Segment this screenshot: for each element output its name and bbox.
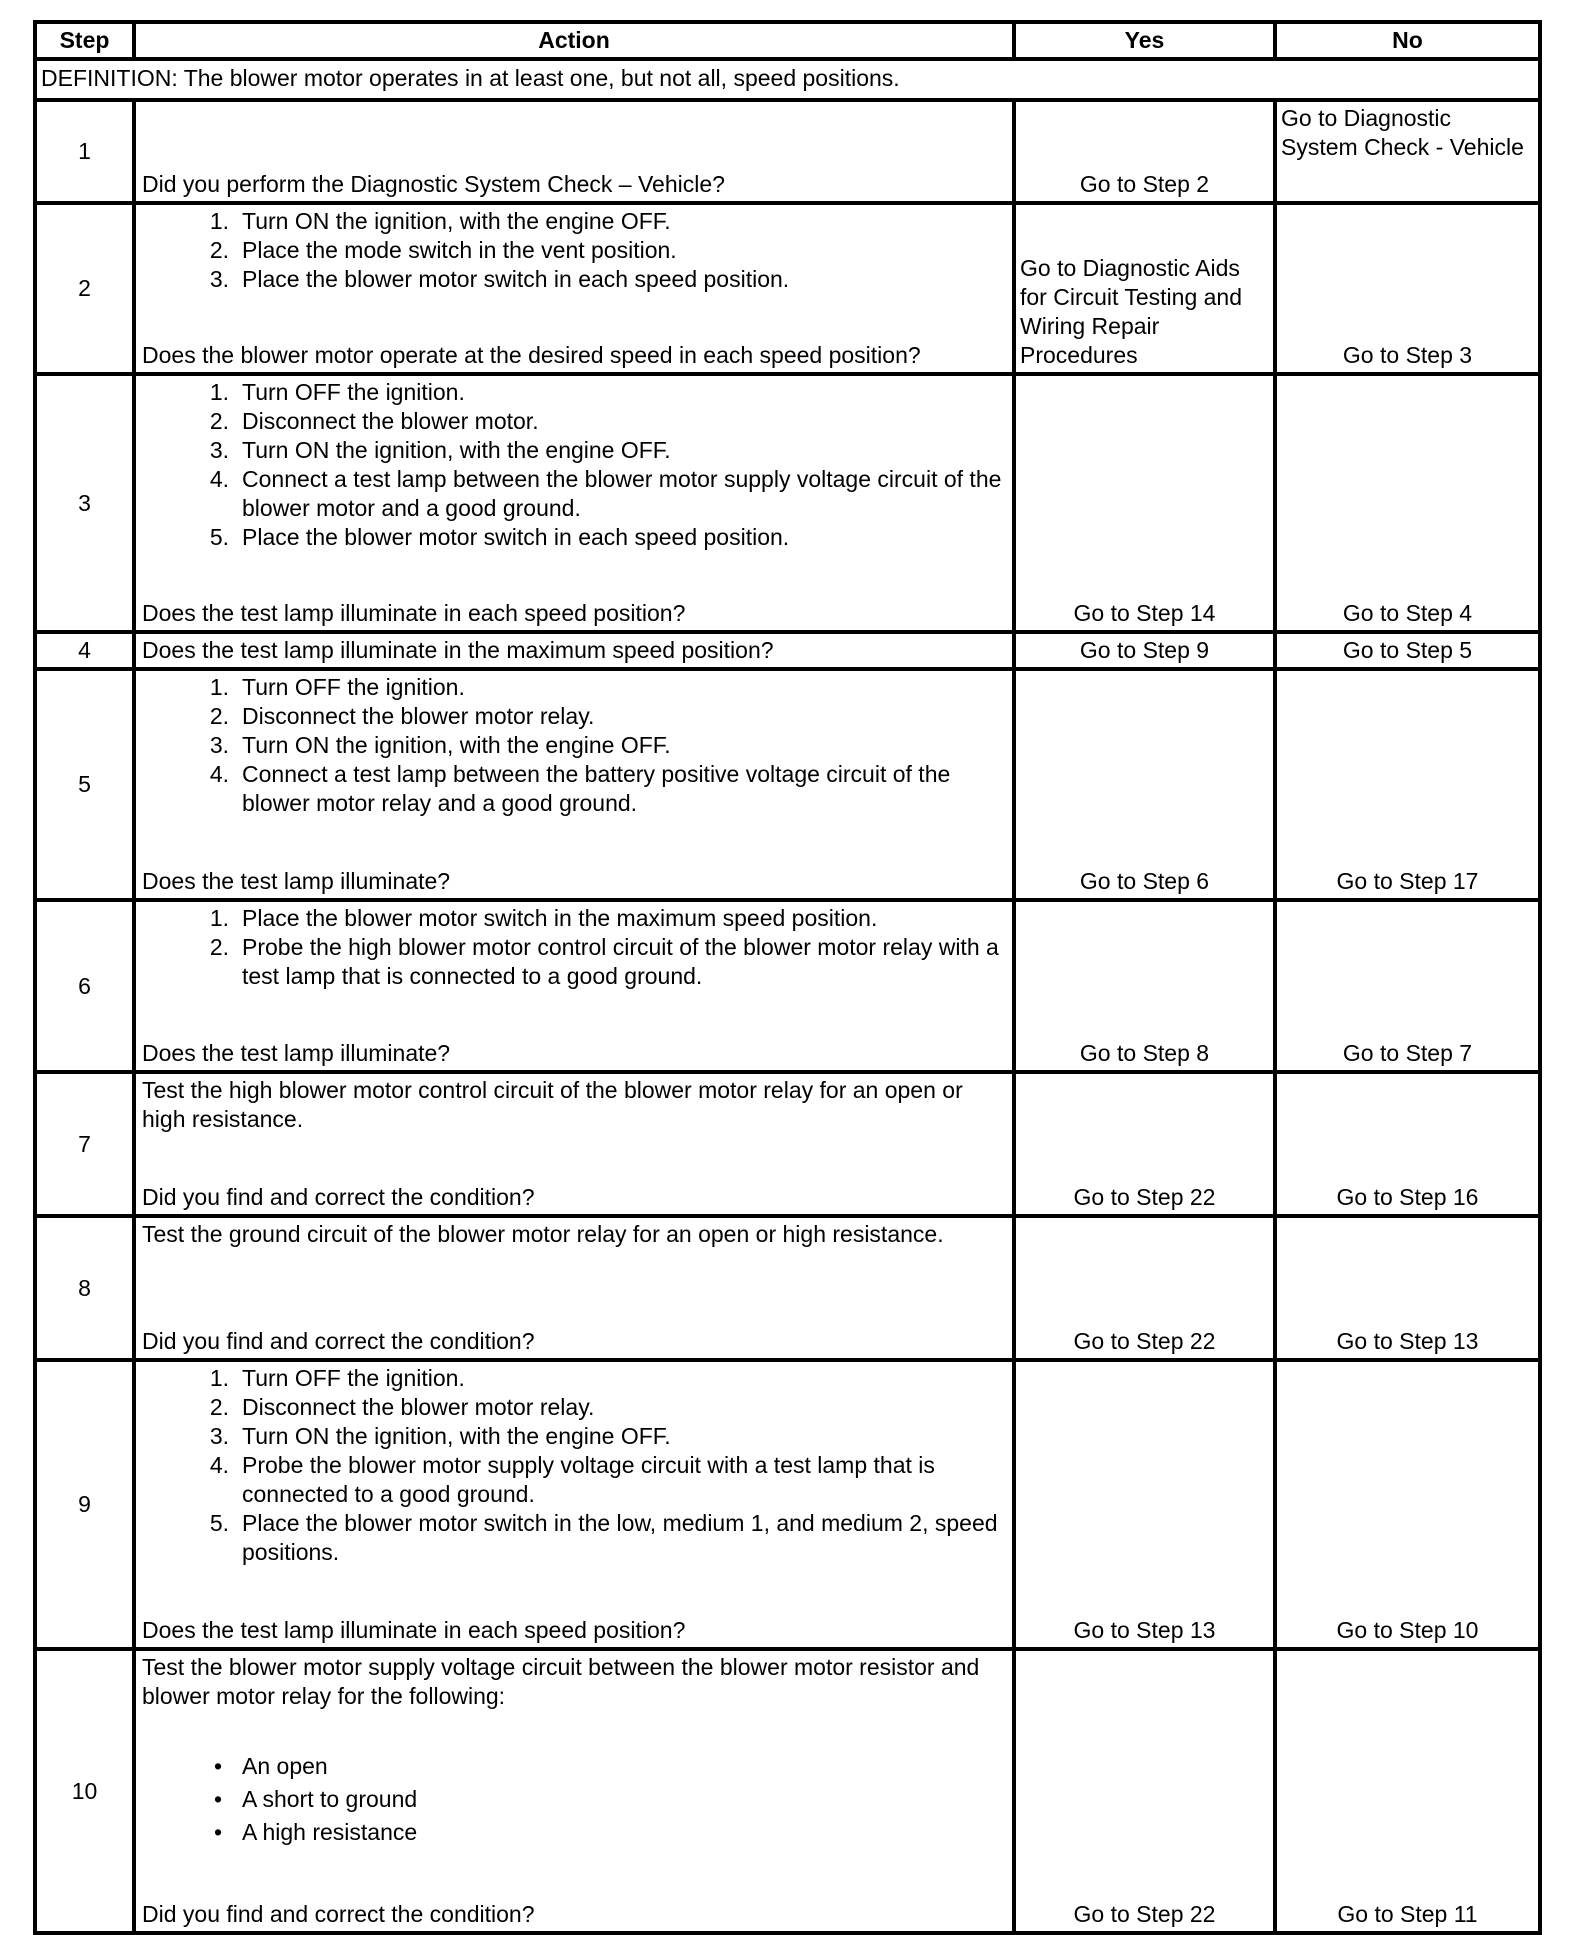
instruction-number: 3. — [209, 1423, 229, 1449]
yes-cell — [1014, 1360, 1275, 1649]
action-question: Does the test lamp illuminate? — [142, 1040, 451, 1066]
yes-cell — [1014, 374, 1275, 632]
action-question: Did you find and correct the condition? — [142, 1184, 535, 1210]
instruction-item — [142, 1451, 1006, 1509]
instruction-item — [142, 265, 1006, 294]
instruction-text: Place the blower motor switch in the low, medium 1, and medium 2, speed positions. — [242, 1510, 998, 1565]
instruction-text: Place the blower motor switch in the maximum speed position. — [242, 905, 878, 931]
instruction-text: Turn ON the ignition, with the engine OFF. — [242, 1423, 671, 1449]
instruction-text: Place the blower motor switch in each speed position. — [242, 266, 790, 292]
no-result: Go to Step 10 — [1336, 1617, 1479, 1643]
instruction-text: Disconnect the blower motor. — [242, 408, 539, 434]
yes-result: Go to Step 13 — [1073, 1617, 1216, 1643]
yes-cell — [1014, 203, 1275, 374]
instruction-item — [142, 236, 1006, 265]
instruction-item — [142, 378, 1006, 407]
action-cell — [134, 1072, 1014, 1216]
action-cell — [134, 100, 1014, 203]
yes-result: Go to Step 14 — [1073, 600, 1216, 626]
no-cell — [1275, 100, 1540, 203]
instruction-number: 2. — [209, 408, 229, 434]
no-cell — [1275, 669, 1540, 900]
step-number: 3 — [35, 374, 134, 632]
action-intro: Test the blower motor supply voltage circuit between the blower motor resistor and blower motor relay for the following: — [142, 1654, 980, 1709]
instruction-text: Probe the blower motor supply voltage circuit with a test lamp that is connected to a good ground. — [242, 1452, 935, 1507]
yes-result: Go to Step 22 — [1073, 1328, 1216, 1354]
action-intro: Test the ground circuit of the blower motor relay for an open or high resistance. — [142, 1221, 944, 1247]
table-row — [35, 669, 1540, 900]
action-cell — [134, 203, 1014, 374]
instruction-number: 1. — [209, 674, 229, 700]
action-question: Did you find and correct the condition? — [142, 1901, 535, 1927]
table-row — [35, 374, 1540, 632]
instruction-number: 2. — [209, 237, 229, 263]
instruction-number: 3. — [209, 437, 229, 463]
step-number: 9 — [35, 1360, 134, 1649]
instruction-text: Disconnect the blower motor relay. — [242, 1394, 595, 1420]
yes-cell — [1014, 1072, 1275, 1216]
header-action: Action — [134, 22, 1014, 59]
table-row — [35, 1216, 1540, 1360]
table-row — [35, 100, 1540, 203]
action-cell — [134, 900, 1014, 1072]
instruction-item — [142, 523, 1006, 552]
yes-result: Go to Step 22 — [1073, 1184, 1216, 1210]
instruction-item — [142, 904, 1006, 933]
yes-cell — [1014, 632, 1275, 669]
no-cell — [1275, 1649, 1540, 1933]
yes-cell — [1014, 1649, 1275, 1933]
instruction-number: 1. — [209, 379, 229, 405]
action-cell — [134, 1360, 1014, 1649]
instruction-item — [142, 207, 1006, 236]
no-cell — [1275, 1360, 1540, 1649]
bullet-item — [142, 1750, 1006, 1783]
step-number: 10 — [35, 1649, 134, 1933]
bullet-icon: • — [213, 1819, 222, 1845]
bullet-icon: • — [213, 1753, 222, 1779]
step-number: 6 — [35, 900, 134, 1072]
bullet-text: A short to ground — [242, 1786, 418, 1812]
instruction-text: Place the blower motor switch in each speed position. — [242, 524, 790, 550]
yes-cell — [1014, 100, 1275, 203]
instruction-item — [142, 436, 1006, 465]
instruction-item — [142, 760, 1006, 818]
instruction-text: Turn OFF the ignition. — [242, 379, 465, 405]
instruction-item — [142, 1393, 1006, 1422]
instruction-number: 1. — [209, 208, 229, 234]
instruction-item — [142, 465, 1006, 523]
action-question: Does the test lamp illuminate in each speed position? — [142, 1617, 686, 1643]
instruction-number: 1. — [209, 905, 229, 931]
instruction-item — [142, 407, 1006, 436]
instruction-number: 3. — [209, 266, 229, 292]
definition-text: DEFINITION: The blower motor operates in at least one, but not all, speed positions. — [35, 59, 1540, 100]
instruction-number: 4. — [209, 466, 229, 492]
no-cell — [1275, 374, 1540, 632]
step-number: 7 — [35, 1072, 134, 1216]
table-row — [35, 632, 1540, 669]
table-row — [35, 1649, 1540, 1933]
instruction-number: 4. — [209, 761, 229, 787]
instruction-item — [142, 1364, 1006, 1393]
action-cell — [134, 1649, 1014, 1933]
bullet-item — [142, 1816, 1006, 1849]
instruction-number: 5. — [209, 524, 229, 550]
action-cell — [134, 669, 1014, 900]
instruction-list — [142, 1364, 1006, 1567]
instruction-list — [142, 207, 1006, 294]
instruction-list — [142, 673, 1006, 818]
bullet-text: A high resistance — [242, 1819, 418, 1845]
definition-row — [35, 59, 1540, 100]
action-cell — [134, 632, 1014, 669]
header-row — [35, 22, 1540, 59]
instruction-item — [142, 933, 1006, 991]
yes-result: Go to Step 6 — [1079, 868, 1210, 894]
no-cell — [1275, 900, 1540, 1072]
header-step: Step — [35, 22, 134, 59]
yes-cell — [1014, 669, 1275, 900]
step-number: 2 — [35, 203, 134, 374]
bullet-list — [142, 1750, 1006, 1849]
no-result: Go to Diagnostic System Check - Vehicle — [1281, 105, 1524, 160]
header-no: No — [1275, 22, 1540, 59]
no-cell — [1275, 1216, 1540, 1360]
diagnostic-table — [33, 20, 1542, 1935]
instruction-number: 2. — [209, 1394, 229, 1420]
instruction-text: Disconnect the blower motor relay. — [242, 703, 595, 729]
instruction-item — [142, 1422, 1006, 1451]
no-result: Go to Step 13 — [1336, 1328, 1479, 1354]
action-question: Did you find and correct the condition? — [142, 1328, 535, 1354]
action-question: Does the test lamp illuminate in each speed position? — [142, 600, 686, 626]
instruction-text: Turn OFF the ignition. — [242, 674, 465, 700]
table-row — [35, 1360, 1540, 1649]
yes-result: Go to Step 2 — [1079, 171, 1210, 197]
instruction-list — [142, 904, 1006, 991]
instruction-item — [142, 1509, 1006, 1567]
no-cell — [1275, 203, 1540, 374]
yes-cell — [1014, 900, 1275, 1072]
bullet-icon: • — [213, 1786, 222, 1812]
instruction-list — [142, 378, 1006, 552]
yes-result: Go to Step 22 — [1073, 1901, 1216, 1927]
instruction-text: Place the mode switch in the vent position. — [242, 237, 677, 263]
no-result: Go to Step 16 — [1336, 1184, 1479, 1210]
diagnostic-table-sheet — [33, 20, 1538, 1935]
yes-result: Go to Step 9 — [1079, 637, 1210, 663]
step-number: 8 — [35, 1216, 134, 1360]
step-number: 1 — [35, 100, 134, 203]
instruction-number: 4. — [209, 1452, 229, 1478]
instruction-number: 3. — [209, 732, 229, 758]
no-result: Go to Step 3 — [1342, 342, 1473, 368]
table-row — [35, 203, 1540, 374]
bullet-text: An open — [242, 1753, 328, 1779]
no-cell — [1275, 1072, 1540, 1216]
no-result: Go to Step 11 — [1337, 1901, 1478, 1927]
table-row — [35, 1072, 1540, 1216]
instruction-item — [142, 731, 1006, 760]
instruction-text: Connect a test lamp between the blower motor supply voltage circuit of the blower motor and a good ground. — [242, 466, 1002, 521]
no-result: Go to Step 17 — [1336, 868, 1479, 894]
yes-result: Go to Step 8 — [1079, 1040, 1210, 1066]
action-intro: Test the high blower motor control circuit of the blower motor relay for an open or high resistance. — [142, 1077, 963, 1132]
yes-result: Go to Diagnostic Aids for Circuit Testing and Wiring Repair Procedures — [1020, 255, 1243, 368]
instruction-text: Probe the high blower motor control circuit of the blower motor relay with a test lamp that is connected to a good ground. — [242, 934, 999, 989]
action-question: Did you perform the Diagnostic System Check – Vehicle? — [142, 171, 725, 197]
step-number: 4 — [35, 632, 134, 669]
instruction-number: 5. — [209, 1510, 229, 1536]
yes-cell — [1014, 1216, 1275, 1360]
action-cell — [134, 374, 1014, 632]
action-question: Does the test lamp illuminate in the maximum speed position? — [142, 637, 774, 663]
instruction-item — [142, 673, 1006, 702]
table-row — [35, 900, 1540, 1072]
action-question: Does the test lamp illuminate? — [142, 868, 451, 894]
bullet-item — [142, 1783, 1006, 1816]
instruction-text: Turn ON the ignition, with the engine OFF. — [242, 208, 671, 234]
instruction-text: Turn OFF the ignition. — [242, 1365, 465, 1391]
action-question: Does the blower motor operate at the desired speed in each speed position? — [142, 342, 921, 368]
instruction-text: Turn ON the ignition, with the engine OFF. — [242, 732, 671, 758]
no-cell — [1275, 632, 1540, 669]
action-cell — [134, 1216, 1014, 1360]
no-result: Go to Step 4 — [1342, 600, 1473, 626]
instruction-number: 2. — [209, 934, 229, 960]
step-number: 5 — [35, 669, 134, 900]
instruction-number: 1. — [209, 1365, 229, 1391]
no-result: Go to Step 5 — [1342, 637, 1473, 663]
instruction-text: Connect a test lamp between the battery positive voltage circuit of the blower motor relay and a good ground. — [242, 761, 951, 816]
no-result: Go to Step 7 — [1342, 1040, 1473, 1066]
instruction-item — [142, 702, 1006, 731]
instruction-number: 2. — [209, 703, 229, 729]
instruction-text: Turn ON the ignition, with the engine OFF. — [242, 437, 671, 463]
header-yes: Yes — [1014, 22, 1275, 59]
